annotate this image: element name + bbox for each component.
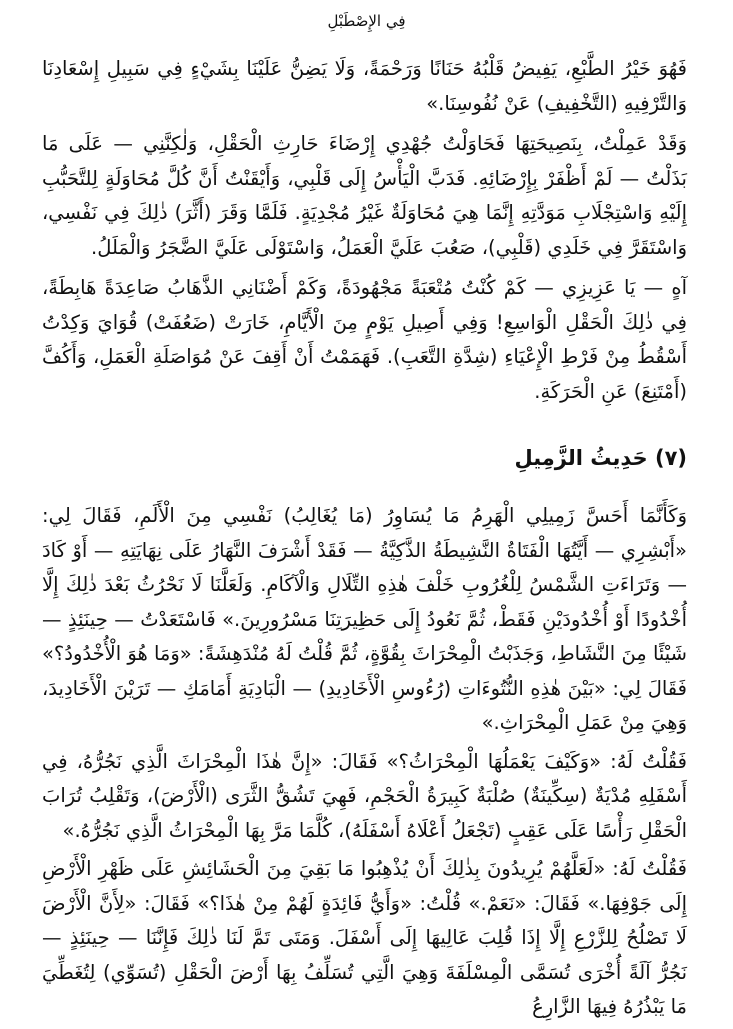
paragraph: فَهُوَ خَيْرُ الطَّبْعِ، يَفِيضُ قَلْبُهُ حَنَانًا وَرَحْمَةً، وَلَا يَضِنُّ عَلَيْنَا بِشَيْءٍ فِي سَبِيلِ إِسْعَادِنَا وَالتَّرْفِيهِ (التَّخْفِيفِ) عَنْ نُفُوسِنَا.» xyxy=(42,57,687,115)
running-header: فِي الإِصْطَبْلِ xyxy=(327,12,406,30)
paragraph: فَقُلْتُ لَهُ: «لَعَلَّهُمْ يُرِيدُونَ بِذٰلِكَ أَنْ يُذْهِبُوا مَا بَقِيَ مِنَ الْحَشَائِشِ عَلَى ظَهْرِ الْأَرْضِ إِلَى جَوْفِهَا.» فَقَالَ: «نَعَمْ.» قُلْتُ: «وَأَيُّ فَائِدَةٍ لَهُمْ مِنْ هٰذَا؟» فَقَالَ: «لِأَنَّ الْأَرْضَ لَا تَصْلُحُ لِلزَّرْعِ إِلَّا إِذَا قُلِبَ عَالِيهَا إِلَى أَسْفَلَ. وَمَتَى تَمَّ لَنَا ذٰلِكَ فَإِنَّنَا — حِينَئِذٍ — نَجُرُّ آلَةً أُخْرَى تُسَمَّى الْمِسْلَفَةَ وَهِيَ الَّتِي تُسَلِّفُ بِهَا أَرْضَ الْحَقْلِ (تُسَوِّي) لِتُغَطِّيَ مَا يَبْذُرُهُ فِيهَا الزَّارِعُ xyxy=(42,857,687,1018)
paragraph: فَقُلْتُ لَهُ: «وَكَيْفَ يَعْمَلُهَا الْمِحْرَاثُ؟» فَقَالَ: «إِنَّ هٰذَا الْمِحْرَاثَ الَّذِي نَجُرُّهُ، فِي أَسْفَلِهِ مُدْيَةٌ (سِكِّينَةٌ) صُلْبَةٌ كَبِيرَةُ الْحَجْمِ، فَهِيَ تَشُقُّ الثَّرَى (الْأَرْضَ)، وَتَقْلِبُ تُرَابَ الْحَقْلِ رَأْسًا عَلَى عَقِبٍ (تَجْعَلُ أَعْلَاهُ أَسْفَلَهُ)، كُلَّمَا مَرَّ بِهَا الْمِحْرَاثُ الَّذِي نَجُرُّهُ.» xyxy=(42,749,687,842)
section-heading: (٧) حَدِيثُ الزَّمِيلِ xyxy=(514,446,687,470)
body-text xyxy=(42,52,687,1029)
paragraph: آهٍ — يَا عَزِيزِي — كَمْ كُنْتُ مُتْعَبَةً مَجْهُودَةً، وَكَمْ أَضْنَانِي الذَّهَابُ صَاعِدَةً هَابِطَةً، فِي ذٰلِكَ الْحَقْلِ الْوَاسِعِ! وَفِي أَصِيلِ يَوْمٍ مِنَ الْأَيَّامِ، خَارَتْ (ضَعُفَتْ) قُوَايَ وَكِدْتُ أَسْقُطُ مِنْ فَرْطِ الْإِعْيَاءِ (شِدَّةِ التَّعَبِ). فَهَمَمْتُ أَنْ أَقِفَ عَنْ مُوَاصَلَةِ الْعَمَلِ، وَأَكُفَّ (أَمْتَنِعَ) عَنِ الْحَرَكَةِ. xyxy=(42,276,687,403)
paragraph: وَقَدْ عَمِلْتُ، بِنَصِيحَتِهَا فَحَاوَلْتُ جُهْدِي إِرْضَاءَ حَارِثِ الْحَقْلِ، وَلٰكِنَّنِي — عَلَى مَا بَذَلْتُ — لَمْ أَظْفَرْ بِإِرْضَائِهِ. فَدَبَّ الْيَأْسُ إِلَى قَلْبِي، وَأَيْقَنْتُ أَنَّ كُلَّ مُحَاوَلَةٍ لِلتَّحَبُّبِ إِلَيْهِ وَاسْتِجْلَابِ مَوَدَّتِهِ إِنَّمَا هِيَ مُحَاوَلَةٌ غَيْرُ مُجْدِيَةٍ. فَلَمَّا وَقَرَ (أَثَّرَ) ذٰلِكَ فِي نَفْسِي، وَاسْتَقَرَّ فِي خَلَدِي (قَلْبِي)، صَعُبَ عَلَيَّ الْعَمَلُ، وَاسْتَوْلَى عَلَيَّ الضَّجَرُ وَالْمَلَلُ. xyxy=(42,132,687,259)
paragraph: وَكَأَنَّمَا أَحَسَّ زَمِيلِي الْهَرِمُ مَا يُسَاوِرُ (مَا يُغَالِبُ) نَفْسِي مِنَ الْأَلَمِ، فَقَالَ لِي: «أَبْشِرِي — أَيَّتُهَا الْفَتَاةُ النَّشِيطَةُ الذَّكِيَّةُ — فَقَدْ أَشْرَفَ النَّهَارُ عَلَى نِهَايَتِهِ — أَوْ كَادَ — وَتَرَاءَتِ الشَّمْسُ لِلْغُرُوبِ خَلْفَ هٰذِهِ التِّلَالِ وَالْآكَامِ. وَلَعَلَّنَا لَا نَحْرُثُ بَعْدَ ذٰلِكَ إِلَّا أُخْدُودًا أَوْ أُخْدُودَيْنِ فَقَطْ، ثُمَّ نَعُودُ إِلَى حَظِيرَتِنَا مَسْرُورِينَ.» فَاسْتَعَدْتُ — حِينَئِذٍ — شَيْئًا مِنَ النَّشَاطِ، وَجَذَبْتُ الْمِحْرَاثَ بِقُوَّةٍ، ثُمَّ قُلْتُ لَهُ مُنْدَهِشَةً: «وَمَا هُوَ الْأُخْدُودُ؟» فَقَالَ لِي: «بَيْنَ هٰذِهِ النُّتُوءَاتِ (رُءُوسِ الْأَخَادِيدِ) — الْبَادِيَةِ أَمَامَكِ — تَرَيْنَ الْأَخَادِيدَ، وَهِيَ مِنْ عَمَلِ الْمِحْرَاثِ.» xyxy=(42,504,687,734)
